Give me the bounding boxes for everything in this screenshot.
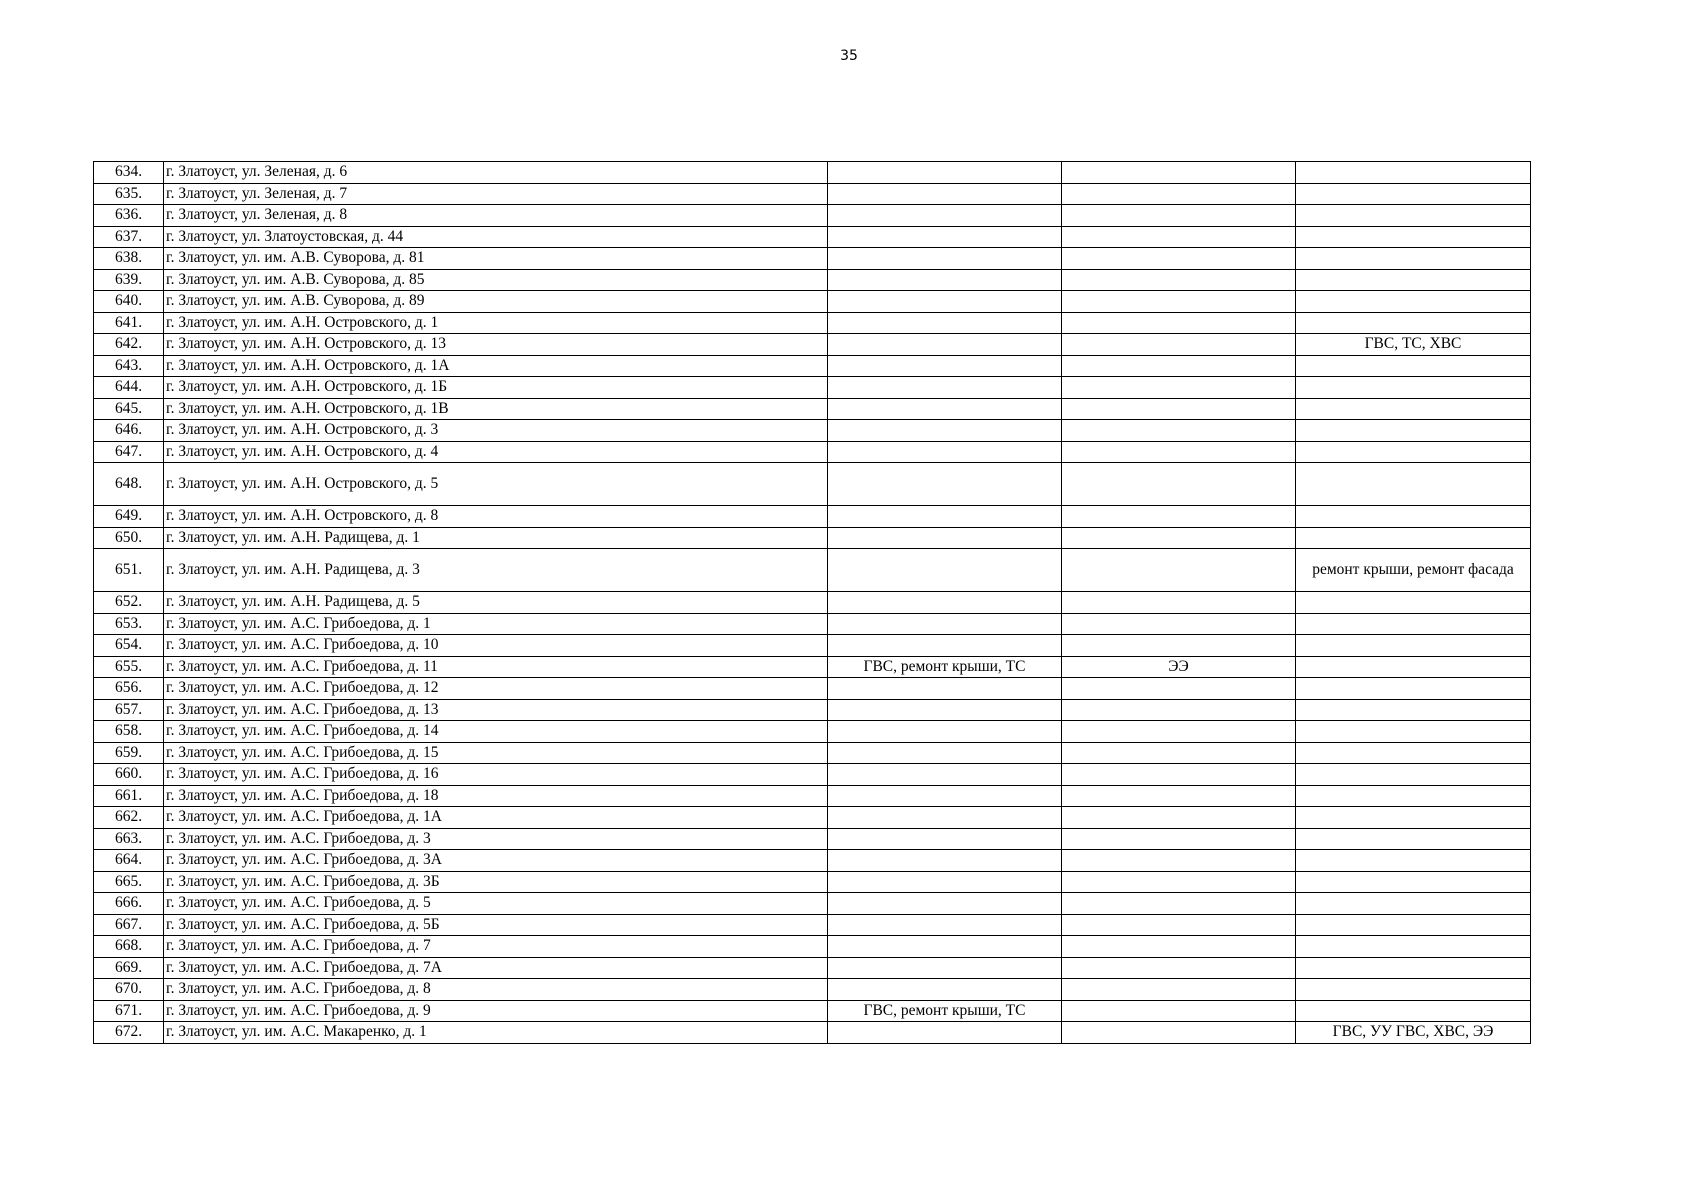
works-column-5-cell <box>1296 312 1531 334</box>
address-cell: г. Златоуст, ул. им. А.Н. Островского, д. 5 <box>164 463 828 506</box>
works-column-3-cell <box>828 979 1062 1001</box>
address-cell: г. Златоуст, ул. Зеленая, д. 8 <box>164 205 828 227</box>
works-column-4-cell: ЭЭ <box>1062 656 1296 678</box>
works-column-5-cell <box>1296 463 1531 506</box>
row-number-cell: 639. <box>94 269 164 291</box>
works-column-4-cell <box>1062 183 1296 205</box>
works-column-3-cell <box>828 162 1062 184</box>
registry-table <box>93 161 1531 1044</box>
works-column-3-cell <box>828 721 1062 743</box>
works-column-3-cell <box>828 850 1062 872</box>
table-row <box>94 592 1531 614</box>
works-column-5-cell <box>1296 635 1531 657</box>
address-cell: г. Златоуст, ул. им. А.С. Грибоедова, д. 3 <box>164 828 828 850</box>
works-column-4-cell <box>1062 936 1296 958</box>
table-row <box>94 162 1531 184</box>
table-row <box>94 656 1531 678</box>
works-column-5-cell <box>1296 248 1531 270</box>
table-row <box>94 979 1531 1001</box>
works-column-3-cell <box>828 807 1062 829</box>
works-column-3-cell <box>828 183 1062 205</box>
address-cell: г. Златоуст, ул. им. А.С. Грибоедова, д. 1А <box>164 807 828 829</box>
address-cell: г. Златоуст, ул. Зеленая, д. 7 <box>164 183 828 205</box>
works-column-4-cell <box>1062 979 1296 1001</box>
works-column-4-cell <box>1062 678 1296 700</box>
table-row <box>94 850 1531 872</box>
table-row <box>94 721 1531 743</box>
row-number-cell: 672. <box>94 1022 164 1044</box>
works-column-5-cell <box>1296 957 1531 979</box>
works-column-4-cell <box>1062 721 1296 743</box>
works-column-4-cell <box>1062 549 1296 592</box>
table-row <box>94 699 1531 721</box>
works-column-3-cell <box>828 420 1062 442</box>
address-cell: г. Златоуст, ул. им. А.С. Макаренко, д. 1 <box>164 1022 828 1044</box>
works-column-5-cell: ГВС, УУ ГВС, ХВС, ЭЭ <box>1296 1022 1531 1044</box>
works-column-3-cell <box>828 592 1062 614</box>
works-column-3-cell <box>828 828 1062 850</box>
table-row <box>94 420 1531 442</box>
row-number-cell: 643. <box>94 355 164 377</box>
address-cell: г. Златоуст, ул. им. А.С. Грибоедова, д. 12 <box>164 678 828 700</box>
row-number-cell: 658. <box>94 721 164 743</box>
table-row <box>94 398 1531 420</box>
row-number-cell: 647. <box>94 441 164 463</box>
works-column-4-cell <box>1062 785 1296 807</box>
works-column-5-cell <box>1296 893 1531 915</box>
row-number-cell: 649. <box>94 506 164 528</box>
registry-table-body <box>94 162 1531 1044</box>
works-column-4-cell <box>1062 893 1296 915</box>
works-column-5-cell <box>1296 205 1531 227</box>
table-row <box>94 936 1531 958</box>
works-column-4-cell <box>1062 463 1296 506</box>
works-column-3-cell <box>828 635 1062 657</box>
table-row <box>94 613 1531 635</box>
works-column-3-cell <box>828 205 1062 227</box>
works-column-5-cell <box>1296 592 1531 614</box>
works-column-3-cell <box>828 527 1062 549</box>
address-cell: г. Златоуст, ул. им. А.С. Грибоедова, д. 7А <box>164 957 828 979</box>
address-cell: г. Златоуст, ул. им. А.С. Грибоедова, д. 18 <box>164 785 828 807</box>
works-column-3-cell <box>828 441 1062 463</box>
row-number-cell: 641. <box>94 312 164 334</box>
table-row <box>94 828 1531 850</box>
works-column-4-cell <box>1062 312 1296 334</box>
address-cell: г. Златоуст, ул. им. А.С. Грибоедова, д. 7 <box>164 936 828 958</box>
works-column-4-cell <box>1062 764 1296 786</box>
row-number-cell: 667. <box>94 914 164 936</box>
row-number-cell: 648. <box>94 463 164 506</box>
works-column-5-cell <box>1296 764 1531 786</box>
address-cell: г. Златоуст, ул. им. А.Н. Островского, д. 3 <box>164 420 828 442</box>
row-number-cell: 635. <box>94 183 164 205</box>
row-number-cell: 657. <box>94 699 164 721</box>
table-row <box>94 764 1531 786</box>
works-column-3-cell <box>828 785 1062 807</box>
address-cell: г. Златоуст, ул. им. А.Н. Радищева, д. 3 <box>164 549 828 592</box>
table-row <box>94 312 1531 334</box>
works-column-4-cell <box>1062 269 1296 291</box>
works-column-5-cell: ремонт крыши, ремонт фасада <box>1296 549 1531 592</box>
row-number-cell: 670. <box>94 979 164 1001</box>
row-number-cell: 671. <box>94 1000 164 1022</box>
address-cell: г. Златоуст, ул. им. А.Н. Островского, д. 4 <box>164 441 828 463</box>
row-number-cell: 665. <box>94 871 164 893</box>
works-column-4-cell <box>1062 248 1296 270</box>
table-row <box>94 635 1531 657</box>
address-cell: г. Златоуст, ул. им. А.С. Грибоедова, д. 16 <box>164 764 828 786</box>
works-column-4-cell <box>1062 162 1296 184</box>
table-row <box>94 914 1531 936</box>
works-column-5-cell <box>1296 398 1531 420</box>
row-number-cell: 669. <box>94 957 164 979</box>
works-column-3-cell <box>828 312 1062 334</box>
address-cell: г. Златоуст, ул. им. А.С. Грибоедова, д. 13 <box>164 699 828 721</box>
works-column-3-cell <box>828 699 1062 721</box>
table-row <box>94 441 1531 463</box>
address-cell: г. Златоуст, ул. им. А.Н. Радищева, д. 1 <box>164 527 828 549</box>
row-number-cell: 642. <box>94 334 164 356</box>
works-column-4-cell <box>1062 1000 1296 1022</box>
row-number-cell: 640. <box>94 291 164 313</box>
row-number-cell: 656. <box>94 678 164 700</box>
address-cell: г. Златоуст, ул. им. А.В. Суворова, д. 85 <box>164 269 828 291</box>
table-row <box>94 226 1531 248</box>
works-column-3-cell <box>828 463 1062 506</box>
row-number-cell: 636. <box>94 205 164 227</box>
works-column-3-cell <box>828 957 1062 979</box>
table-row <box>94 248 1531 270</box>
row-number-cell: 644. <box>94 377 164 399</box>
works-column-3-cell <box>828 871 1062 893</box>
row-number-cell: 638. <box>94 248 164 270</box>
works-column-5-cell <box>1296 1000 1531 1022</box>
works-column-5-cell <box>1296 828 1531 850</box>
works-column-4-cell <box>1062 957 1296 979</box>
works-column-3-cell <box>828 613 1062 635</box>
address-cell: г. Златоуст, ул. им. А.Н. Островского, д. 1В <box>164 398 828 420</box>
table-row <box>94 205 1531 227</box>
works-column-5-cell <box>1296 506 1531 528</box>
address-cell: г. Златоуст, ул. им. А.Н. Островского, д. 1А <box>164 355 828 377</box>
works-column-5-cell <box>1296 269 1531 291</box>
table-row <box>94 377 1531 399</box>
works-column-5-cell <box>1296 914 1531 936</box>
works-column-4-cell <box>1062 527 1296 549</box>
works-column-5-cell <box>1296 742 1531 764</box>
works-column-4-cell <box>1062 355 1296 377</box>
row-number-cell: 654. <box>94 635 164 657</box>
address-cell: г. Златоуст, ул. им. А.Н. Островского, д. 1Б <box>164 377 828 399</box>
works-column-4-cell <box>1062 420 1296 442</box>
table-row <box>94 678 1531 700</box>
table-row <box>94 269 1531 291</box>
row-number-cell: 660. <box>94 764 164 786</box>
works-column-3-cell <box>828 334 1062 356</box>
works-column-5-cell <box>1296 871 1531 893</box>
works-column-5-cell <box>1296 979 1531 1001</box>
page-number: 35 <box>840 48 858 64</box>
works-column-3-cell <box>828 377 1062 399</box>
table-row <box>94 807 1531 829</box>
works-column-3-cell <box>828 764 1062 786</box>
works-column-5-cell <box>1296 377 1531 399</box>
works-column-4-cell <box>1062 828 1296 850</box>
address-cell: г. Златоуст, ул. им. А.Н. Островского, д. 8 <box>164 506 828 528</box>
works-column-3-cell <box>828 936 1062 958</box>
address-cell: г. Златоуст, ул. им. А.Н. Островского, д. 13 <box>164 334 828 356</box>
address-cell: г. Златоуст, ул. им. А.Н. Островского, д. 1 <box>164 312 828 334</box>
address-cell: г. Златоуст, ул. Зеленая, д. 6 <box>164 162 828 184</box>
works-column-5-cell <box>1296 699 1531 721</box>
works-column-3-cell <box>828 226 1062 248</box>
works-column-5-cell <box>1296 850 1531 872</box>
row-number-cell: 655. <box>94 656 164 678</box>
row-number-cell: 637. <box>94 226 164 248</box>
row-number-cell: 661. <box>94 785 164 807</box>
works-column-4-cell <box>1062 807 1296 829</box>
works-column-3-cell <box>828 742 1062 764</box>
table-row <box>94 334 1531 356</box>
table-row <box>94 785 1531 807</box>
works-column-3-cell: ГВС, ремонт крыши, ТС <box>828 656 1062 678</box>
works-column-3-cell <box>828 269 1062 291</box>
row-number-cell: 646. <box>94 420 164 442</box>
address-cell: г. Златоуст, ул. им. А.С. Грибоедова, д. 5 <box>164 893 828 915</box>
table-row <box>94 1022 1531 1044</box>
table-row <box>94 1000 1531 1022</box>
row-number-cell: 652. <box>94 592 164 614</box>
works-column-3-cell <box>828 398 1062 420</box>
address-cell: г. Златоуст, ул. им. А.С. Грибоедова, д. 1 <box>164 613 828 635</box>
table-row <box>94 506 1531 528</box>
works-column-3-cell <box>828 893 1062 915</box>
works-column-4-cell <box>1062 377 1296 399</box>
works-column-4-cell <box>1062 226 1296 248</box>
works-column-4-cell <box>1062 291 1296 313</box>
works-column-3-cell <box>828 549 1062 592</box>
works-column-3-cell <box>828 355 1062 377</box>
address-cell: г. Златоуст, ул. им. А.С. Грибоедова, д. 15 <box>164 742 828 764</box>
address-cell: г. Златоуст, ул. им. А.С. Грибоедова, д. 10 <box>164 635 828 657</box>
works-column-5-cell: ГВС, ТС, ХВС <box>1296 334 1531 356</box>
row-number-cell: 663. <box>94 828 164 850</box>
works-column-4-cell <box>1062 613 1296 635</box>
address-cell: г. Златоуст, ул. им. А.В. Суворова, д. 81 <box>164 248 828 270</box>
row-number-cell: 653. <box>94 613 164 635</box>
works-column-3-cell <box>828 291 1062 313</box>
row-number-cell: 645. <box>94 398 164 420</box>
works-column-4-cell <box>1062 441 1296 463</box>
address-cell: г. Златоуст, ул. им. А.С. Грибоедова, д. 5Б <box>164 914 828 936</box>
row-number-cell: 650. <box>94 527 164 549</box>
address-cell: г. Златоуст, ул. им. А.С. Грибоедова, д. 3Б <box>164 871 828 893</box>
table-row <box>94 871 1531 893</box>
row-number-cell: 666. <box>94 893 164 915</box>
address-cell: г. Златоуст, ул. им. А.С. Грибоедова, д. 11 <box>164 656 828 678</box>
works-column-5-cell <box>1296 527 1531 549</box>
address-cell: г. Златоуст, ул. Златоустовская, д. 44 <box>164 226 828 248</box>
works-column-5-cell <box>1296 291 1531 313</box>
table-row <box>94 291 1531 313</box>
works-column-4-cell <box>1062 334 1296 356</box>
table-row <box>94 355 1531 377</box>
row-number-cell: 651. <box>94 549 164 592</box>
table-row <box>94 183 1531 205</box>
works-column-5-cell <box>1296 678 1531 700</box>
row-number-cell: 664. <box>94 850 164 872</box>
works-column-4-cell <box>1062 850 1296 872</box>
works-column-5-cell <box>1296 420 1531 442</box>
works-column-4-cell <box>1062 699 1296 721</box>
works-column-5-cell <box>1296 441 1531 463</box>
works-column-3-cell <box>828 914 1062 936</box>
row-number-cell: 634. <box>94 162 164 184</box>
table-row <box>94 549 1531 592</box>
works-column-4-cell <box>1062 1022 1296 1044</box>
address-cell: г. Златоуст, ул. им. А.С. Грибоедова, д. 14 <box>164 721 828 743</box>
works-column-5-cell <box>1296 162 1531 184</box>
works-column-3-cell <box>828 248 1062 270</box>
row-number-cell: 659. <box>94 742 164 764</box>
works-column-5-cell <box>1296 183 1531 205</box>
row-number-cell: 668. <box>94 936 164 958</box>
table-row <box>94 742 1531 764</box>
works-column-5-cell <box>1296 613 1531 635</box>
works-column-4-cell <box>1062 592 1296 614</box>
works-column-5-cell <box>1296 807 1531 829</box>
works-column-5-cell <box>1296 226 1531 248</box>
works-column-3-cell <box>828 678 1062 700</box>
works-column-3-cell <box>828 506 1062 528</box>
row-number-cell: 662. <box>94 807 164 829</box>
works-column-4-cell <box>1062 398 1296 420</box>
works-column-4-cell <box>1062 871 1296 893</box>
works-column-5-cell <box>1296 656 1531 678</box>
table-row <box>94 893 1531 915</box>
works-column-3-cell: ГВС, ремонт крыши, ТС <box>828 1000 1062 1022</box>
works-column-5-cell <box>1296 785 1531 807</box>
works-column-4-cell <box>1062 506 1296 528</box>
address-cell: г. Златоуст, ул. им. А.С. Грибоедова, д. 8 <box>164 979 828 1001</box>
address-cell: г. Златоуст, ул. им. А.В. Суворова, д. 89 <box>164 291 828 313</box>
table-row <box>94 527 1531 549</box>
works-column-4-cell <box>1062 742 1296 764</box>
address-cell: г. Златоуст, ул. им. А.С. Грибоедова, д. 9 <box>164 1000 828 1022</box>
works-column-4-cell <box>1062 205 1296 227</box>
works-column-5-cell <box>1296 721 1531 743</box>
address-cell: г. Златоуст, ул. им. А.Н. Радищева, д. 5 <box>164 592 828 614</box>
works-column-5-cell <box>1296 355 1531 377</box>
table-row <box>94 463 1531 506</box>
address-cell: г. Златоуст, ул. им. А.С. Грибоедова, д. 3А <box>164 850 828 872</box>
works-column-5-cell <box>1296 936 1531 958</box>
works-column-3-cell <box>828 1022 1062 1044</box>
works-column-4-cell <box>1062 914 1296 936</box>
table-row <box>94 957 1531 979</box>
works-column-4-cell <box>1062 635 1296 657</box>
